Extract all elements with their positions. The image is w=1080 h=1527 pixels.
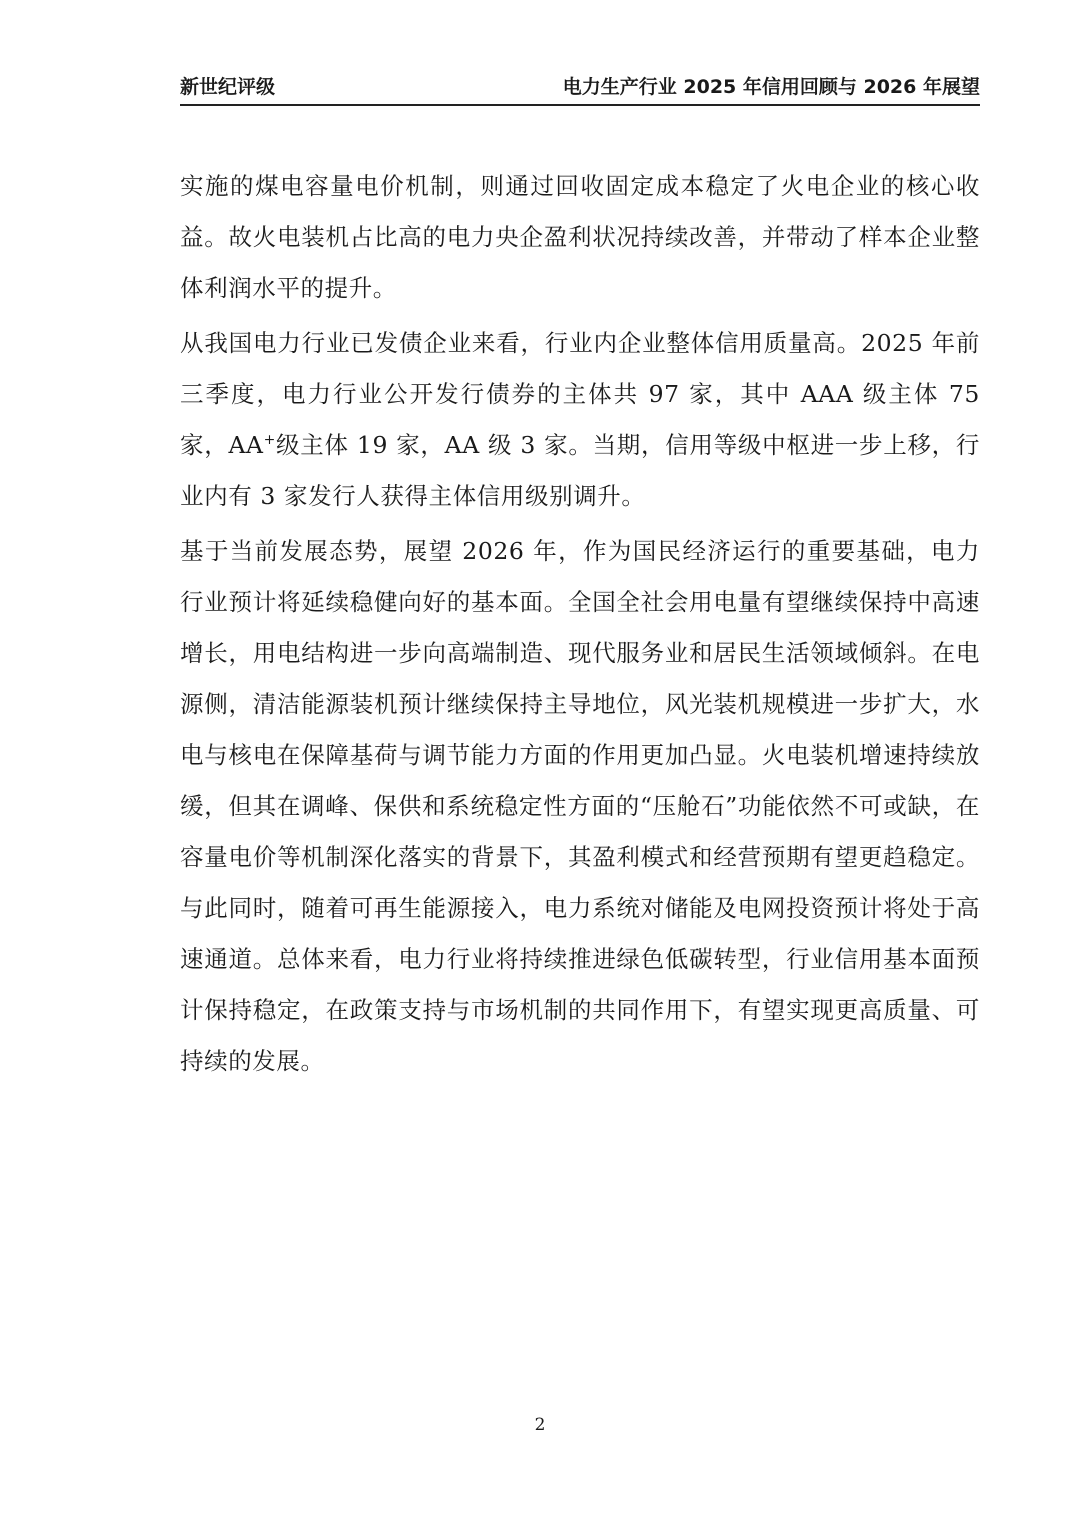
header-report-title: 电力生产行业 2025 年信用回顾与 2026 年展望 [562, 76, 980, 98]
page-number: 2 [534, 1415, 546, 1435]
paragraph-1: 实施的煤电容量电价机制，则通过回收固定成本稳定了火电企业的核心收益。故火电装机占比高的电力央企盈利状况持续改善，并带动了样本企业整体利润水平的提升。 [180, 172, 980, 302]
paragraph-2-part-1: 从我国电力行业已发债企业来看，行业内企业整体信用质量高。2025 年前三季度，电力行业公开发行债券的主体共 97 家，其中 AAA 级主体 75 家，AA [180, 329, 980, 459]
body-text [180, 161, 980, 1087]
header-organization: 新世纪评级 [180, 76, 276, 98]
rating-plus-superscript: + [263, 432, 276, 449]
paragraph-2-part-2: 级主体 19 家，AA 级 3 家。当期，信用等级中枢进一步上移，行业内有 3 家发行人获得主体信用级别调升。 [180, 431, 981, 510]
paragraph-2 [180, 318, 980, 522]
paragraph-3: 基于当前发展态势，展望 2026 年，作为国民经济运行的重要基础，电力行业预计将延续稳健向好的基本面。全国全社会用电量有望继续保持中高速增长，用电结构进一步向高端制造、现代服务业和居民生活领域倾斜。在电源侧，清洁能源装机预计继续保持主导地位，风光装机规模进一步扩大，水电与核电在保障基荷与调节能力方面的作用更加凸显。火电装机增速持续放缓，但其在调峰、保供和系统稳定性方面的“压舱石”功能依然不可或缺，在容量电价等机制深化落实的背景下，其盈利模式和经营预期有望更趋稳定。与此同时，随着可再生能源接入，电力系统对储能及电网投资预计将处于高速通道。总体来看，电力行业将持续推进绿色低碳转型，行业信用基本面预计保持稳定，在政策支持与市场机制的共同作用下，有望实现更高质量、可持续的发展。 [180, 537, 980, 1075]
page-header [180, 72, 980, 106]
